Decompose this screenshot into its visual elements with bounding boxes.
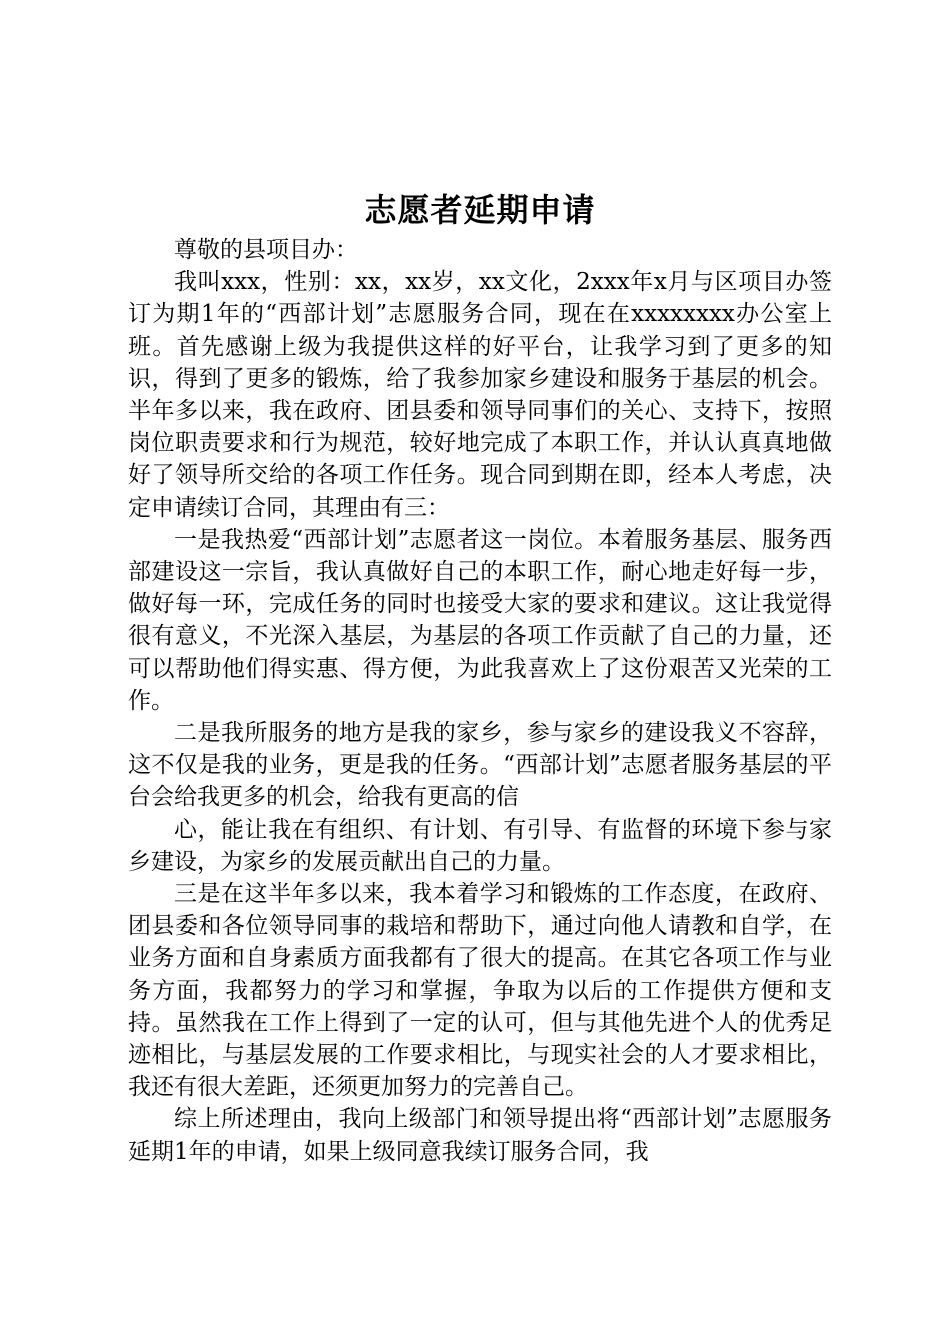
paragraph-conclusion: 综上所述理由，我向上级部门和领导提出将“西部计划”志愿服务延期1年的申请，如果上级同意我续订服务合同，我 bbox=[128, 1106, 832, 1165]
salutation: 尊敬的县项目办： bbox=[174, 237, 358, 263]
paragraph-reason-three: 三是在这半年多以来，我本着学习和锻炼的工作态度，在政府、团县委和各位领导同事的栽培和帮助下，通过向他人请教和自学，在业务方面和自身素质方面我都有了很大的提高。在其它各项工作与业务方面，我都努力的学习和掌握，争取为以后的工作提供方便和支持。虽然我在工作上得到了一定的认可，但与其他先进个人的优秀足迹相比，与基层发展的工作要求相比，与现实社会的人才要求相比，我还有很大差距，还须更加努力的完善自己。 bbox=[128, 881, 832, 1101]
paragraph-intro: 我叫xxx，性别：xx，xx岁，xx文化，2xxx年x月与区项目办签订为期1年的“西部计划”志愿服务合同，现在在xxxxxxxx办公室上班。首先感谢上级为我提供这样的好平台，让我学习到了更多的知识，得到了更多的锻炼，给了我参加家乡建设和服务于基层的机会。半年多以来，我在政府、团县委和领导同事们的关心、支持下，按照岗位职责要求和行为规范，较好地完成了本职工作，并认认真真地做好了领导所交给的各项工作任务。现合同到期在即，经本人考虑，决定申请续订合同，其理由有三： bbox=[128, 269, 832, 521]
paragraph-reason-two-continued: 心，能让我在有组织、有计划、有引导、有监督的环境下参与家乡建设，为家乡的发展贡献出自己的力量。 bbox=[128, 816, 832, 875]
document-title: 志愿者延期申请 bbox=[364, 191, 596, 229]
paragraph-reason-one: 一是我热爱“西部计划”志愿者这一岗位。本着服务基层、服务西部建设这一宗旨，我认真做好自己的本职工作，耐心地走好每一步，做好每一环，完成任务的同时也接受大家的要求和建议。这让我觉得很有意义，不光深入基层，为基层的各项工作贡献了自己的力量，还可以帮助他们得实惠、得方便，为此我喜欢上了这份艰苦又光荣的工作。 bbox=[128, 526, 832, 714]
document-page bbox=[128, 188, 832, 1168]
paragraph-reason-two: 二是我所服务的地方是我的家乡，参与家乡的建设我义不容辞，这不仅是我的业务，更是我的任务。“西部计划”志愿者服务基层的平台会给我更多的机会，给我有更高的信 bbox=[128, 720, 832, 811]
